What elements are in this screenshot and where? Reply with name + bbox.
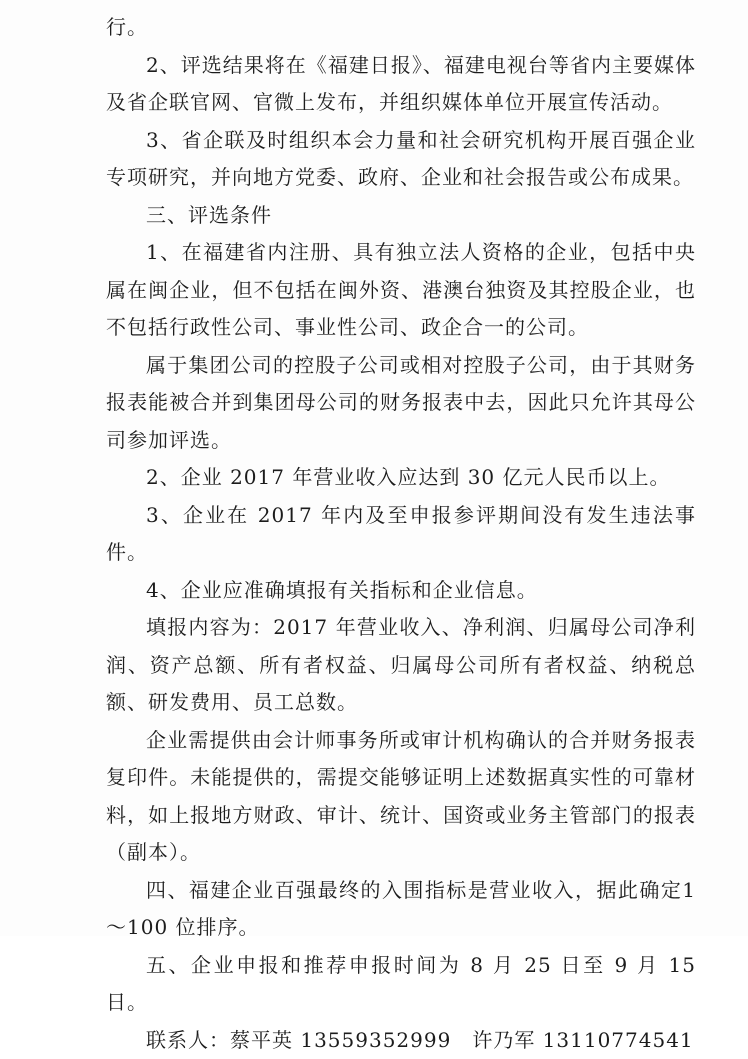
contact-line: 联系人：蔡平英 13559352999 许乃军 13110774541 (106, 1022, 696, 1059)
paragraph-criteria-3: 3、企业在 2017 年内及至申报参评期间没有发生违法事件。 (106, 497, 696, 572)
section-heading-ranking: 四、福建企业百强最终的入围指标是营业收入，据此确定1～100 位排序。 (106, 872, 696, 947)
section-heading-schedule: 五、企业申报和推荐申报时间为 8 月 25 日至 9 月 15 日。 (106, 947, 696, 1022)
document-body (106, 9, 696, 1059)
paragraph-financial-statements: 企业需提供由会计师事务所或审计机构确认的合并财务报表复印件。未能提供的，需提交能够证明上述数据真实性的可靠材料，如上报地方财政、审计、统计、国资或业务主管部门的报表（副本）。 (106, 722, 696, 872)
section-heading-criteria: 三、评选条件 (106, 197, 696, 235)
paragraph-research: 3、省企联及时组织本会力量和社会研究机构开展百强企业专项研究，并向地方党委、政府、企业和社会报告或公布成果。 (106, 122, 696, 197)
paragraph-criteria-4: 4、企业应准确填报有关指标和企业信息。 (106, 572, 696, 610)
paragraph-subsidiary-rule: 属于集团公司的控股子公司或相对控股子公司，由于其财务报表能被合并到集团母公司的财务报表中去，因此只允许其母公司参加评选。 (106, 347, 696, 460)
paragraph-continuation: 行。 (106, 9, 696, 47)
paragraph-criteria-1: 1、在福建省内注册、具有独立法人资格的企业，包括中央属在闽企业，但不包括在闽外资、港澳台独资及其控股企业，也不包括行政性公司、事业性公司、政企合一的公司。 (106, 234, 696, 347)
paragraph-criteria-2: 2、企业 2017 年营业收入应达到 30 亿元人民币以上。 (106, 459, 696, 497)
paragraph-report-contents: 填报内容为：2017 年营业收入、净利润、归属母公司净利润、资产总额、所有者权益、归属母公司所有者权益、纳税总额、研发费用、员工总数。 (106, 609, 696, 722)
paragraph-publication: 2、评选结果将在《福建日报》、福建电视台等省内主要媒体及省企联官网、官微上发布，并组织媒体单位开展宣传活动。 (106, 47, 696, 122)
